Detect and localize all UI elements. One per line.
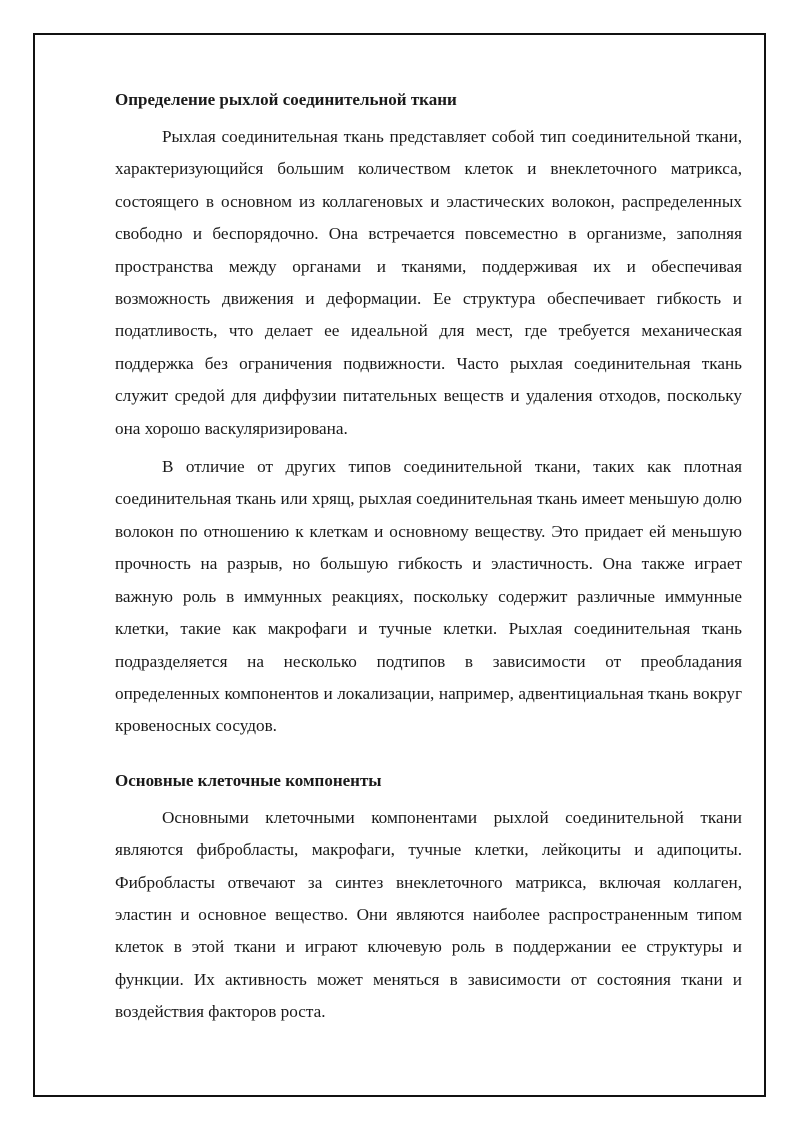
section-heading-cell-components: Основные клеточные компоненты xyxy=(115,770,382,790)
document-body xyxy=(115,84,742,1035)
paragraph-definition-2: В отличие от других типов соединительной ткани, таких как плотная соединительная ткань или хрящ, рыхлая соединительная ткань имеет меньшую долю волокон по отношению к клеткам и основному веществу. Это придает ей меньшую прочность на разрыв, но большую гибкость и эластичность. Она также играет важную роль в иммунных реакциях, поскольку содержит различные иммунные клетки, такие как макрофаги и тучные клетки. Рыхлая соединительная ткань подразделяется на несколько подтипов в зависимости от преобладания определенных компонентов и локализации, например, адвентициальная ткань вокруг кровеносных сосудов. xyxy=(115,457,742,736)
paragraph-definition-1: Рыхлая соединительная ткань представляет собой тип соединительной ткани, характеризующийся большим количеством клеток и внеклеточного матрикса, состоящего в основном из коллагеновых и эластических волокон, распределенных свободно и беспорядочно. Она встречается повсеместно в организме, заполняя пространства между органами и тканями, поддерживая их и обеспечивая возможность движения и деформации. Ее структура обеспечивает гибкость и податливость, что делает ее идеальной для мест, где требуется механическая поддержка без ограничения подвижности. Часто рыхлая соединительная ткань служит средой для диффузии питательных веществ и удаления отходов, поскольку она хорошо васкуляризирована. xyxy=(115,127,742,438)
section-heading-definition: Определение рыхлой соединительной ткани xyxy=(115,90,457,109)
paragraph-cell-components-1: Основными клеточными компонентами рыхлой соединительной ткани являются фибробласты, макрофаги, тучные клетки, лейкоциты и адипоциты. Фибробласты отвечают за синтез внеклеточного матрикса, включая коллаген, эластин и основное вещество. Они являются наиболее распространенным типом клеток в этой ткани и играют ключевую роль в поддержании ее структуры и функции. Их активность может меняться в зависимости от состояния ткани и воздействия факторов роста. xyxy=(115,807,742,1022)
